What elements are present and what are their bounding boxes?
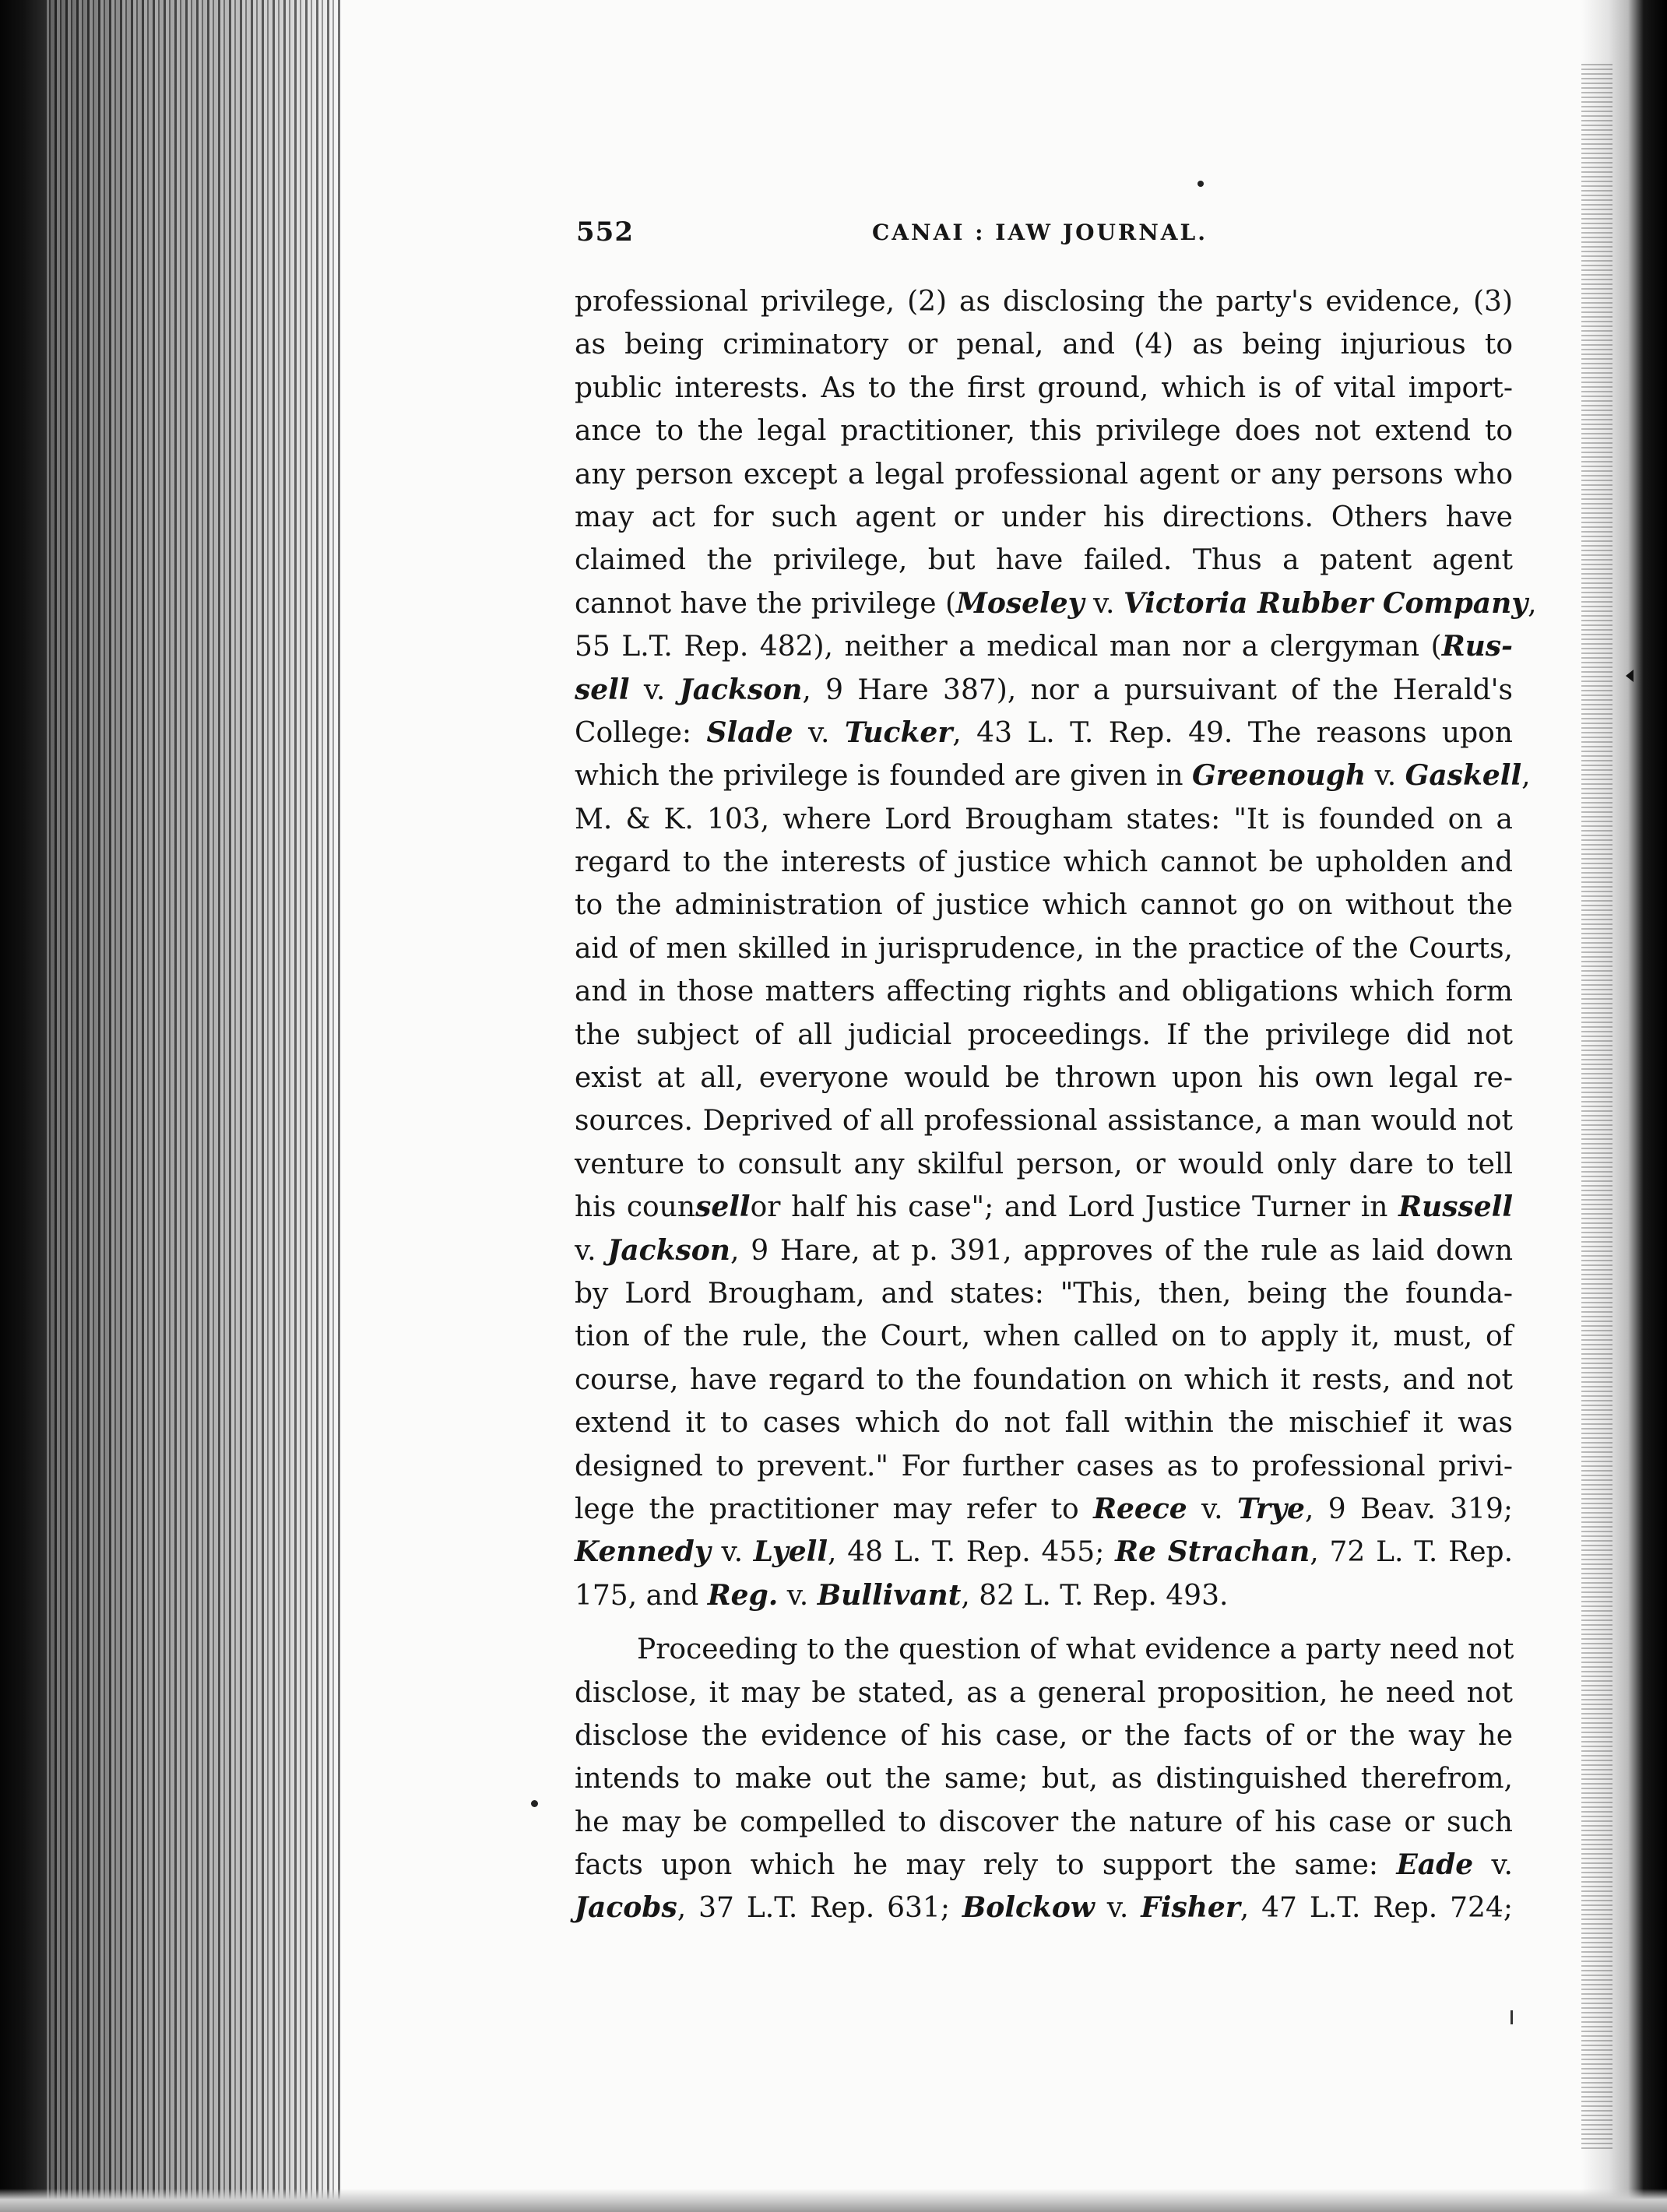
running-title: CANAI : IAW JOURNAL.	[872, 220, 1208, 245]
text-line: by Lord Brougham, and states: "This, then, being the founda-	[575, 1277, 1513, 1310]
text-line: designed to prevent." For further cases as to professional privi-	[575, 1450, 1513, 1482]
case-name-italic: Reg.	[707, 1578, 779, 1612]
case-name-italic: Jackson	[607, 1233, 730, 1267]
text-line: course, have regard to the foundation on which it rests, and not	[575, 1363, 1513, 1396]
text-line: facts upon which he may rely to support the same: Eade v.	[575, 1848, 1513, 1882]
text-line: exist at all, everyone would be thrown upon his own legal re-	[575, 1062, 1513, 1095]
page-number: 552	[576, 216, 634, 248]
text-line: which the privilege is founded are given in Greenough v. Gaskell,	[575, 759, 1531, 793]
text-line: 175, and Reg. v. Bullivant, 82 L. T. Rep. 493.	[575, 1578, 1229, 1612]
scan-speck	[1197, 181, 1204, 187]
page-header	[576, 216, 1510, 263]
book-gutter-shadow	[0, 0, 343, 2212]
body-text	[575, 280, 1537, 1930]
book-spine-edge	[0, 0, 47, 2212]
case-name-italic: Bolckow	[962, 1891, 1095, 1925]
case-name-italic: Eade	[1396, 1848, 1474, 1882]
case-name-italic: Lyell	[753, 1535, 828, 1569]
case-name-italic: Tucker	[844, 716, 953, 749]
text-line: as being criminatory or penal, and (4) as being injurious to	[575, 329, 1513, 361]
text-line: venture to consult any skilful person, or would only dare to tell	[575, 1148, 1513, 1180]
case-name-italic: Gaskell	[1405, 759, 1522, 793]
text-line: his counsellor half his case"; and Lord Justice Turner in Russell	[575, 1190, 1514, 1224]
text-line: Kennedy v. Lyell, 48 L. T. Rep. 455; Re Strachan, 72 L. T. Rep.	[575, 1535, 1514, 1569]
text-line: to the administration of justice which cannot go on without the	[575, 889, 1513, 922]
case-name-italic: Slade	[706, 716, 793, 749]
case-name-italic: sell	[695, 1190, 751, 1224]
text-line: public interests. As to the first ground, which is of vital import-	[575, 371, 1513, 404]
case-name-italic: Jacobs	[575, 1891, 677, 1925]
text-line: College: Slade v. Tucker, 43 L. T. Rep. 49. The reasons upon	[575, 716, 1513, 749]
text-line: claimed the privilege, but have failed. Thus a patent agent	[575, 544, 1513, 577]
text-line: Proceeding to the question of what evidence a party need not	[637, 1634, 1514, 1666]
case-name-italic: Kennedy	[575, 1535, 711, 1569]
text-line: professional privilege, (2) as disclosing the party's evidence, (3)	[575, 286, 1513, 318]
case-name-italic: Trye	[1236, 1492, 1305, 1525]
text-line: v. Jackson, 9 Hare, at p. 391, approves of the rule as laid down	[575, 1233, 1514, 1267]
text-line: lege the practitioner may refer to Reece v. Trye, 9 Beav. 319;	[575, 1492, 1513, 1525]
text-line: sources. Deprived of all professional assistance, a man would not	[575, 1105, 1513, 1138]
scan-mark	[1626, 670, 1634, 682]
case-name-italic: Greenough	[1191, 759, 1366, 793]
case-name-italic: Re Strachan	[1115, 1535, 1310, 1569]
text-line: disclose, it may be stated, as a general proposition, he need not	[575, 1676, 1513, 1709]
case-name-italic: Victoria Rubber Company	[1123, 586, 1528, 620]
text-line: disclose the evidence of his case, or the facts of or the way he	[575, 1719, 1513, 1752]
text-line: 55 L.T. Rep. 482), neither a medical man nor a clergyman (Rus-	[575, 630, 1513, 663]
case-name-italic: Bullivant	[817, 1578, 962, 1612]
case-name-italic: Moseley	[956, 586, 1085, 620]
case-name-italic: Russell	[1398, 1190, 1514, 1224]
case-name-italic: Reece	[1093, 1492, 1187, 1525]
text-line: cannot have the privilege (Moseley v. Victoria Rubber Company,	[575, 586, 1537, 620]
case-name-italic: sell	[575, 673, 630, 706]
text-line: sell v. Jackson, 9 Hare 387), nor a pursuivant of the Herald's	[575, 673, 1514, 706]
text-line: intends to make out the same; but, as distinguished therefrom,	[575, 1763, 1513, 1795]
page-bottom-edge	[0, 2189, 1667, 2212]
text-line: Jacobs, 37 L.T. Rep. 631; Bolckow v. Fisher, 47 L.T. Rep. 724;	[575, 1891, 1513, 1925]
text-line: tion of the rule, the Court, when called on to apply it, must, of	[575, 1321, 1513, 1353]
paragraph-gap	[575, 1617, 1513, 1628]
text-line: may act for such agent or under his directions. Others have	[575, 501, 1513, 533]
text-line: any person except a legal professional agent or any persons who	[575, 458, 1513, 491]
case-name-italic: Jackson	[679, 673, 803, 706]
case-name-italic: Rus-	[1441, 630, 1513, 663]
text-line: regard to the interests of justice which cannot be upholden and	[575, 846, 1513, 879]
text-line: the subject of all judicial proceedings. If the privilege did not	[575, 1018, 1513, 1051]
scan-speck	[531, 1800, 538, 1807]
text-line: he may be compelled to discover the nature of his case or such	[575, 1806, 1513, 1838]
text-line: ance to the legal practitioner, this privilege does not extend to	[575, 415, 1513, 448]
scan-mark	[1510, 2010, 1513, 2024]
text-line: aid of men skilled in jurisprudence, in the practice of the Courts,	[575, 932, 1513, 965]
page-right-edge-texture	[1581, 62, 1612, 2149]
text-line: extend it to cases which do not fall within the mischief it was	[575, 1407, 1513, 1440]
case-name-italic: Fisher	[1141, 1891, 1240, 1925]
text-line: and in those matters affecting rights and obligations which form	[575, 976, 1513, 1008]
text-line: M. & K. 103, where Lord Brougham states: "It is founded on a	[575, 803, 1513, 835]
